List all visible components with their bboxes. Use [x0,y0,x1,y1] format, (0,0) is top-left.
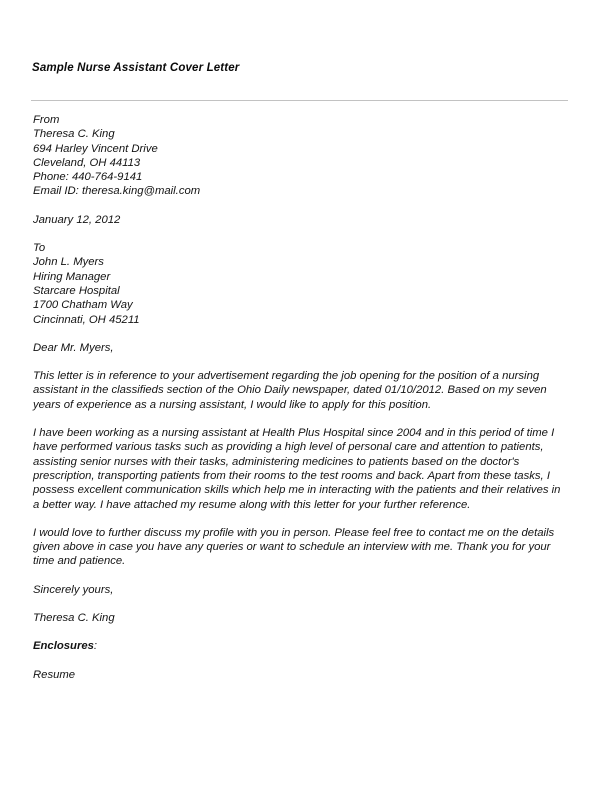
body-paragraph-1: This letter is in reference to your advertisement regarding the job opening for the position of a nursing assistant in the classifieds section of the Ohio Daily newspaper, dated 01/10/2012. Based on my seven years of experience as a nursing assistant, I would like to apply for this position. [33,370,547,411]
recipient-address-block [33,241,568,327]
enclosures-list [33,668,568,682]
sender-label: From [33,114,60,126]
recipient-street: 1700 Chatham Way [33,299,133,312]
salutation-text: Dear Mr. Myers, [33,341,114,354]
signature-name-text: Theresa C. King [33,612,115,625]
recipient-job-title: Hiring Manager [33,270,111,283]
sender-phone: Phone: 440-764-9141 [33,171,143,184]
salutation [33,341,568,355]
letter-body [33,113,568,682]
enclosures-heading [33,639,568,653]
page-title: Sample Nurse Assistant Cover Letter [32,62,240,74]
header-divider [31,100,568,101]
recipient-label: To [33,242,46,255]
sender-address-block [33,113,568,199]
signature-name [33,611,568,625]
enclosures-colon: : [93,640,98,653]
recipient-name: John L. Myers [33,256,104,269]
letter-date [33,213,568,227]
recipient-organization: Starcare Hospital [33,284,120,297]
sender-email: Email ID: theresa.king@mail.com [33,185,201,198]
enclosures-item-resume: Resume [33,668,76,681]
closing-valediction-text: Sincerely yours, [33,583,114,596]
closing-valediction [33,583,568,597]
sender-street: 694 Harley Vincent Drive [33,142,158,155]
body-paragraph-2: I have been working as a nursing assistant at Health Plus Hospital since 2004 and in this period of time I have performed various tasks such as providing a high level of personal care and attention to patients, assisting senior nurses with their tasks, administering medicines to patients based on the doctor's prescription, transporting patients from their rooms to the test rooms and back. Apart from these tasks, I possess excellent communication skills which help me in interacting with the patients and their relatives in a better way. I have attached my resume along with this letter for your further reference. [33,427,561,511]
recipient-city-state-zip: Cincinnati, OH 45211 [33,313,140,326]
sender-name: Theresa C. King [33,128,115,141]
sender-city-state-zip: Cleveland, OH 44113 [33,156,141,169]
body-paragraph-3: I would love to further discuss my profile with you in person. Please feel free to contact me on the details given above in case you have any queries or want to schedule an interview with me. Thank you for your time and patience. [33,526,555,568]
letter-date-text: January 12, 2012 [33,213,121,226]
enclosures-label: Enclosures [33,640,94,653]
